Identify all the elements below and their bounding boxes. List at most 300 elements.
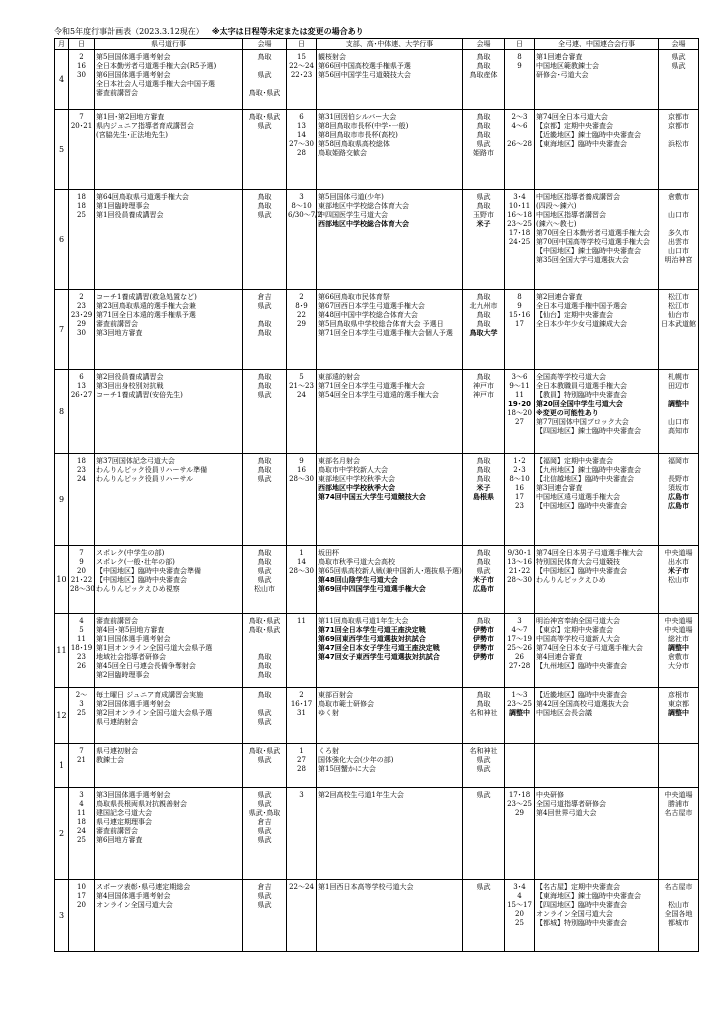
pref-day: 4 — [79, 800, 84, 808]
branch-day: 8～10 — [291, 202, 312, 210]
pref-venue: 県武 — [257, 211, 272, 219]
pref-day: 21 — [77, 756, 86, 764]
pref-event: わんりんピック役員リハーサル準備 — [96, 466, 208, 474]
national-event: 【中国地区】錬士臨時中央審査会 — [536, 247, 641, 255]
branch-day-cell — [287, 110, 317, 190]
pref-venue: 鳥取･県武 — [248, 747, 281, 755]
pref-day: 20･21 — [70, 122, 93, 130]
title-note: ※太字は日程等未定または変更の場合あり — [211, 27, 364, 36]
branch-venue: 県武 — [476, 883, 491, 891]
branch-day: 29 — [297, 320, 306, 328]
branch-event: 観桜射会 — [318, 53, 346, 61]
pref-event: 第3回出身校別対抗戦 — [96, 382, 164, 390]
pref-venue-cell — [243, 788, 287, 880]
branch-venue: 県武 — [476, 567, 491, 575]
branch-day: 31 — [297, 709, 306, 717]
pref-event-cell — [95, 788, 243, 880]
branch-event: 第66回中国高校選手権県予選 — [318, 62, 411, 70]
branch-event: 第66回鳥取市民体育祭 — [318, 293, 390, 301]
branch-event: 東部遠的射会 — [318, 373, 360, 381]
branch-day: 6 — [299, 113, 304, 121]
national-event: 【近畿地区】錬士臨時中央審査会 — [536, 131, 641, 139]
national-event: 【北信越地区】臨時中央審査会 — [536, 475, 634, 483]
national-event: 【四国地区】臨時中央審査会 — [536, 901, 627, 909]
national-day: 25～26 — [507, 644, 532, 652]
branch-day: 5 — [299, 373, 304, 381]
branch-venue: 鳥取 — [476, 457, 491, 465]
pref-venue: 県武 — [257, 800, 272, 808]
national-venue: 名古屋市 — [664, 883, 693, 891]
header-pref-events: 県弓道行事 — [95, 39, 243, 50]
national-event-cell — [535, 788, 659, 880]
national-event: ※変更の可能性あり — [536, 409, 599, 417]
pref-event-cell — [95, 880, 243, 952]
branch-event: 第71回全日本学生弓道王座決定戦 — [318, 626, 426, 634]
national-venue: 山口市 — [668, 211, 689, 219]
national-event-cell — [535, 546, 659, 614]
pref-event: 第1回臨時理事会 — [96, 202, 150, 210]
month-label: 6 — [55, 190, 69, 290]
branch-day: 9 — [299, 457, 304, 465]
pref-event-cell — [95, 110, 243, 190]
pref-day: 13 — [77, 382, 86, 390]
branch-day-cell — [287, 880, 317, 952]
pref-event: 第4回国体選手選考射会 — [96, 892, 171, 900]
national-event-cell — [535, 454, 659, 546]
national-venue: 中央道場 — [664, 617, 693, 625]
national-venue-cell — [659, 614, 699, 688]
pref-venue: 鳥取 — [257, 558, 272, 566]
pref-event: 毎土曜日 ジュニア育成講習会実施 — [96, 691, 204, 699]
month-row — [55, 50, 699, 110]
branch-event: 西部地区中学校秋季大会 — [318, 484, 395, 492]
national-venue: 大分市 — [668, 662, 689, 670]
pref-event: 第1回･第2回地方審査 — [96, 113, 165, 121]
pref-venue: 鳥取 — [257, 466, 272, 474]
pref-event: 建国記念弓道大会 — [96, 809, 152, 817]
branch-event: 第74回中国五大学生弓道競技大会 — [318, 493, 426, 501]
month-label: 2 — [55, 788, 69, 880]
branch-event-cell — [317, 546, 463, 614]
pref-day-cell — [69, 546, 95, 614]
national-venue: 京都市 — [668, 113, 689, 121]
national-day: 9～11 — [509, 382, 530, 390]
pref-day: 20 — [77, 901, 86, 909]
national-event: 第70回全日本勤労者弓道選手権大会 — [536, 229, 650, 237]
branch-venue: 名和神社 — [469, 747, 498, 755]
branch-event: 第65回県高校新人戦(兼中国新人･選抜県予選) — [318, 567, 462, 575]
branch-venue-cell — [463, 546, 505, 614]
national-event: 全国弓道指導者研修会 — [536, 800, 606, 808]
pref-event: 第23回鳥取県遠的選手権大会兼 — [96, 302, 196, 310]
national-event: 第4回世界弓道大会 — [536, 809, 597, 817]
pref-venue: 鳥取 — [257, 662, 272, 670]
national-venue: 多久市 — [668, 229, 689, 237]
national-venue-cell — [659, 688, 699, 744]
national-event: 全国高等学校弓道大会 — [536, 373, 606, 381]
national-venue: 日本武道館 — [661, 320, 696, 328]
national-day: 8 — [517, 293, 522, 301]
national-day: 17～19 — [507, 635, 532, 643]
pref-venue — [244, 700, 285, 709]
pref-event: 第1回国体選手選考射会 — [96, 635, 171, 643]
national-venue: 山口市 — [668, 247, 689, 255]
branch-event: 第2回高校生弓道1年生大会 — [318, 791, 404, 799]
branch-venue: 米子市 — [473, 576, 494, 584]
national-event: 第20回全国中学生弓道大会 — [536, 400, 623, 408]
pref-day: 23 — [77, 302, 86, 310]
pref-event: 審査前講習会 — [96, 617, 138, 625]
national-day-cell — [505, 50, 535, 110]
national-venue: 県武 — [671, 62, 686, 70]
national-venue-cell — [659, 370, 699, 454]
month-label: 4 — [55, 50, 69, 110]
pref-event: 審査前講習会 — [96, 320, 138, 328]
branch-day: 6/30～7/2 — [288, 211, 322, 219]
national-day: 28～30 — [507, 576, 532, 584]
pref-venue-cell — [243, 744, 287, 788]
branch-event: 第11回鳥取県弓道1年生大会 — [318, 617, 409, 625]
pref-event: 第3回国体選手選考射会 — [96, 791, 171, 799]
header-venue: 会場 — [463, 39, 505, 50]
branch-event: 第15回蟹かに大会 — [318, 765, 376, 773]
branch-venue: 米子 — [476, 220, 491, 228]
national-day: 16 — [515, 484, 524, 492]
pref-venue: 倉吉 — [257, 818, 272, 826]
branch-venue-cell — [463, 50, 505, 110]
pref-day-cell — [69, 110, 95, 190]
branch-venue: 鳥取 — [476, 617, 491, 625]
national-event: 第74回全日本女子弓道選手権大会 — [536, 644, 643, 652]
branch-event: 鳥取姫路交歓会 — [318, 149, 367, 157]
national-day-cell — [505, 190, 535, 290]
national-venue-cell — [659, 290, 699, 370]
branch-venue: 姫路市 — [473, 149, 494, 157]
pref-venue-cell — [243, 614, 287, 688]
branch-venue: 県武 — [476, 756, 491, 764]
pref-event: 第2回国体選手選考射会 — [96, 700, 171, 708]
branch-day: 27～30 — [289, 140, 314, 148]
pref-day: 25 — [77, 836, 86, 844]
national-venue-cell — [659, 190, 699, 290]
pref-day: 2 — [79, 293, 84, 301]
national-day: 3･4 — [513, 883, 526, 891]
pref-venue-cell — [243, 50, 287, 110]
branch-venue: 鳥取 — [476, 113, 491, 121]
national-venue: 全国各地 — [664, 910, 693, 918]
branch-venue-cell — [463, 744, 505, 788]
national-day: 17 — [515, 493, 524, 501]
pref-venue: 松山市 — [254, 585, 275, 593]
branch-venue-cell — [463, 190, 505, 290]
pref-day: 18･19 — [70, 644, 93, 652]
national-day: 24･25 — [508, 238, 531, 246]
pref-day: 3 — [79, 700, 84, 708]
pref-event: 第1回役員養成講習会 — [96, 211, 164, 219]
pref-day-cell — [69, 190, 95, 290]
pref-day: 25 — [77, 709, 86, 717]
pref-day: 24 — [77, 827, 86, 835]
pref-day: 18 — [77, 193, 86, 201]
national-venue — [660, 409, 697, 418]
national-venue: 県武 — [671, 53, 686, 61]
national-venue: 松山市 — [668, 901, 689, 909]
pref-venue-cell — [243, 190, 287, 290]
national-venue: 松江市 — [668, 293, 689, 301]
branch-day: 11 — [297, 617, 306, 625]
national-event: 第35回全国大学弓道選抜大会 — [536, 256, 629, 264]
pref-day: 2～ — [75, 691, 88, 699]
branch-venue-cell — [463, 614, 505, 688]
month-label: 10 — [55, 546, 69, 614]
branch-day: 16･17 — [290, 700, 313, 708]
pref-venue: 鳥取 — [257, 329, 272, 337]
pref-venue: 県武 — [257, 836, 272, 844]
national-day: 17･18 — [508, 791, 531, 799]
national-event: 明治神宮奉納全国弓道大会 — [536, 617, 620, 625]
national-event: 第4回連合審査 — [536, 653, 583, 661]
pref-venue: 鳥取 — [257, 193, 272, 201]
month-label: 1 — [55, 744, 69, 788]
national-event: 中国地区指導者講習会 — [536, 211, 606, 219]
branch-venue: 神戸市 — [473, 382, 494, 390]
page — [54, 26, 698, 952]
pref-event: 第37回国体記念弓道大会 — [96, 457, 175, 465]
national-day: 16～18 — [507, 211, 532, 219]
national-event: 中国高等学校弓道新人大会 — [536, 635, 620, 643]
branch-day: 1 — [299, 549, 304, 557]
branch-venue: 鳥取 — [476, 691, 491, 699]
pref-venue: 鳥取 — [257, 653, 272, 661]
branch-venue: 神戸市 — [473, 391, 494, 399]
title-text: 令和5年度行事計画表（2023.3.12現在） — [54, 27, 204, 36]
branch-event: 第67回西日本学生弓道選手権大会 — [318, 302, 425, 310]
pref-venue: 鳥取･県武 — [248, 626, 281, 634]
national-day: 15･16 — [508, 311, 531, 319]
pref-day: 7 — [79, 113, 84, 121]
branch-event: 西部地区中学校総合体育大会 — [318, 220, 409, 228]
branch-venue-cell — [463, 370, 505, 454]
month-row — [55, 190, 699, 290]
national-day: 1～3 — [511, 691, 528, 699]
header-day: 日 — [287, 39, 317, 50]
pref-day: 18 — [77, 818, 86, 826]
branch-event-cell — [317, 880, 463, 952]
branch-event: 第54回全日本学生弓道遠的選手権大会 — [318, 391, 439, 399]
national-day: 3 — [517, 617, 522, 625]
branch-day-cell — [287, 454, 317, 546]
national-day: 8 — [517, 53, 522, 61]
national-day: 調整中 — [509, 709, 530, 717]
branch-venue-cell — [463, 880, 505, 952]
branch-day: 2 — [299, 293, 304, 301]
branch-event-cell — [317, 614, 463, 688]
pref-venue: 県武 — [257, 901, 272, 909]
pref-venue: 鳥取･県武 — [248, 89, 281, 97]
national-day: 4～6 — [511, 122, 528, 130]
branch-day-cell — [287, 546, 317, 614]
pref-day: 7 — [79, 747, 84, 755]
pref-day: 10 — [77, 883, 86, 891]
national-venue: 須坂市 — [668, 484, 689, 492]
national-venue-cell — [659, 110, 699, 190]
branch-event-cell — [317, 370, 463, 454]
pref-event-cell — [95, 546, 243, 614]
national-venue-cell — [659, 50, 699, 110]
header-venue: 会場 — [659, 39, 699, 50]
national-venue: 調整中 — [668, 400, 689, 408]
pref-event: スポーツ表彰･県弓連定期総会 — [96, 883, 191, 891]
branch-day: 1 — [299, 747, 304, 755]
pref-event-cell — [95, 454, 243, 546]
branch-event: 東部地区中学校秋季大会 — [318, 475, 395, 483]
national-venue-cell — [659, 546, 699, 614]
national-event: 第74回全日本男子弓道選手権大会 — [536, 549, 643, 557]
pref-event-cell — [95, 190, 243, 290]
pref-venue: 県武 — [257, 718, 272, 726]
month-label: 5 — [55, 110, 69, 190]
national-venue: 山口市 — [668, 418, 689, 426]
branch-day: 3 — [299, 193, 304, 201]
pref-event: 第6回地方審査 — [96, 836, 143, 844]
pref-event: 審査前講習会 — [96, 827, 138, 835]
national-event: 【中国地区】臨時中央審査会 — [536, 502, 627, 510]
month-row — [55, 744, 699, 788]
national-day: 21･22 — [508, 567, 531, 575]
national-event: 【九州地区】臨時中央審査会 — [536, 662, 627, 670]
branch-event: 第69回東西学生弓道選抜対抗試合 — [318, 635, 426, 643]
national-venue — [660, 391, 697, 400]
national-venue: 中央道場 — [664, 626, 693, 634]
pref-venue-cell — [243, 688, 287, 744]
pref-event: 県弓連初射会 — [96, 747, 138, 755]
pref-event: コーチ1養成講習(安倍先生) — [96, 391, 183, 399]
pref-venue-cell — [243, 370, 287, 454]
pref-venue-cell — [243, 290, 287, 370]
pref-day: 3 — [79, 791, 84, 799]
national-venue: 出水市 — [668, 558, 689, 566]
branch-event: 東部百射会 — [318, 691, 353, 699]
branch-venue: 伊勢市 — [473, 653, 494, 661]
branch-venue: 鳥取 — [476, 700, 491, 708]
branch-venue: 北九州市 — [469, 302, 498, 310]
national-day: 20 — [515, 910, 524, 918]
pref-venue: 鳥取 — [257, 320, 272, 328]
pref-venue: 鳥取 — [257, 53, 272, 61]
header-venue: 会場 — [243, 39, 287, 50]
pref-day: 11 — [77, 635, 86, 643]
branch-venue: 伊勢市 — [473, 644, 494, 652]
national-day: 3･4 — [513, 193, 526, 201]
branch-event: 東部地区中学校総合体育大会 — [318, 202, 409, 210]
pref-day-cell — [69, 744, 95, 788]
pref-venue: 県武 — [257, 756, 272, 764]
national-day: 4 — [517, 892, 522, 900]
pref-venue: 倉吉 — [257, 293, 272, 301]
branch-event: 第8回鳥取市長杯(中学･一般) — [318, 122, 409, 130]
branch-event-cell — [317, 110, 463, 190]
national-event: (錬六～教七) — [536, 220, 577, 228]
national-venue: 倉敷市 — [668, 193, 689, 201]
branch-day-cell — [287, 50, 317, 110]
pref-event: 審査前講習会 — [96, 89, 138, 97]
pref-day: 18 — [77, 457, 86, 465]
pref-venue — [244, 635, 285, 644]
national-day: 23～25 — [507, 800, 532, 808]
national-event: オンライン全国弓道大会 — [536, 910, 613, 918]
branch-event: 鳥取市秋季弓道大会高校 — [318, 558, 395, 566]
pref-venue: 県武 — [257, 709, 272, 717]
national-event: 【中国地区】臨時中央審査会 — [536, 567, 627, 575]
branch-venue: 鳥取 — [476, 62, 491, 70]
branch-day: 13 — [297, 122, 306, 130]
pref-day: 29 — [77, 320, 86, 328]
national-day: 9 — [517, 302, 522, 310]
branch-event: 第5回国体弓道(少年) — [318, 193, 384, 201]
pref-event: 【中国地区】臨時中央審査会準備 — [96, 567, 201, 575]
national-day: 2～3 — [511, 113, 528, 121]
pref-day: 24 — [77, 475, 86, 483]
pref-day: 11 — [77, 809, 86, 817]
national-day-cell — [505, 546, 535, 614]
pref-day: 30 — [77, 329, 86, 337]
national-day-cell — [505, 614, 535, 688]
national-event-cell — [535, 614, 659, 688]
branch-day: 24 — [297, 391, 306, 399]
pref-day: 23 — [77, 653, 86, 661]
month-row — [55, 546, 699, 614]
branch-day-cell — [287, 788, 317, 880]
national-venue: 広島市 — [668, 493, 689, 501]
branch-venue: 鳥取大学 — [469, 329, 498, 337]
national-day — [506, 131, 533, 140]
pref-venue: 鳥取 — [257, 382, 272, 390]
national-event: 第77回国体中国ブロック大会 — [536, 418, 629, 426]
pref-day: 26 — [77, 662, 86, 670]
national-day: 27･28 — [508, 662, 531, 670]
pref-day: 4 — [79, 617, 84, 625]
national-venue — [660, 466, 697, 475]
doc-title — [54, 26, 698, 38]
pref-event: 第45回全日弓連会長備争奪射会 — [96, 662, 196, 670]
national-event: 中国地区指導者養成講習会 — [536, 193, 620, 201]
pref-event: 第64回鳥取県弓道選手権大会 — [96, 193, 189, 201]
pref-event: 第3回地方審査 — [96, 329, 143, 337]
national-venue — [660, 892, 697, 901]
national-venue: 総社市 — [668, 635, 689, 643]
pref-event: スポレク(中学生の部) — [96, 549, 165, 557]
branch-venue-cell — [463, 110, 505, 190]
branch-day: 22･23 — [290, 71, 313, 79]
pref-venue — [244, 311, 285, 320]
pref-venue-cell — [243, 454, 287, 546]
pref-venue: 県武 — [257, 576, 272, 584]
pref-venue — [244, 62, 285, 71]
national-venue: 都城市 — [668, 919, 689, 927]
national-event: 中国地区会長会議 — [536, 709, 592, 717]
national-venue: 田辺市 — [668, 382, 689, 390]
national-event-cell — [535, 50, 659, 110]
branch-event-cell — [317, 744, 463, 788]
branch-event: 坂田杯 — [318, 549, 339, 557]
national-event: 【都城】特別臨時中央審査会 — [536, 919, 627, 927]
pref-venue: 倉吉 — [257, 883, 272, 891]
national-venue: 調整中 — [668, 644, 689, 652]
branch-venue: 鳥取 — [476, 202, 491, 210]
national-day-cell — [505, 454, 535, 546]
branch-day: 22～24 — [289, 883, 314, 891]
national-event: 中国地区遠弓道選手権大会 — [536, 493, 620, 501]
